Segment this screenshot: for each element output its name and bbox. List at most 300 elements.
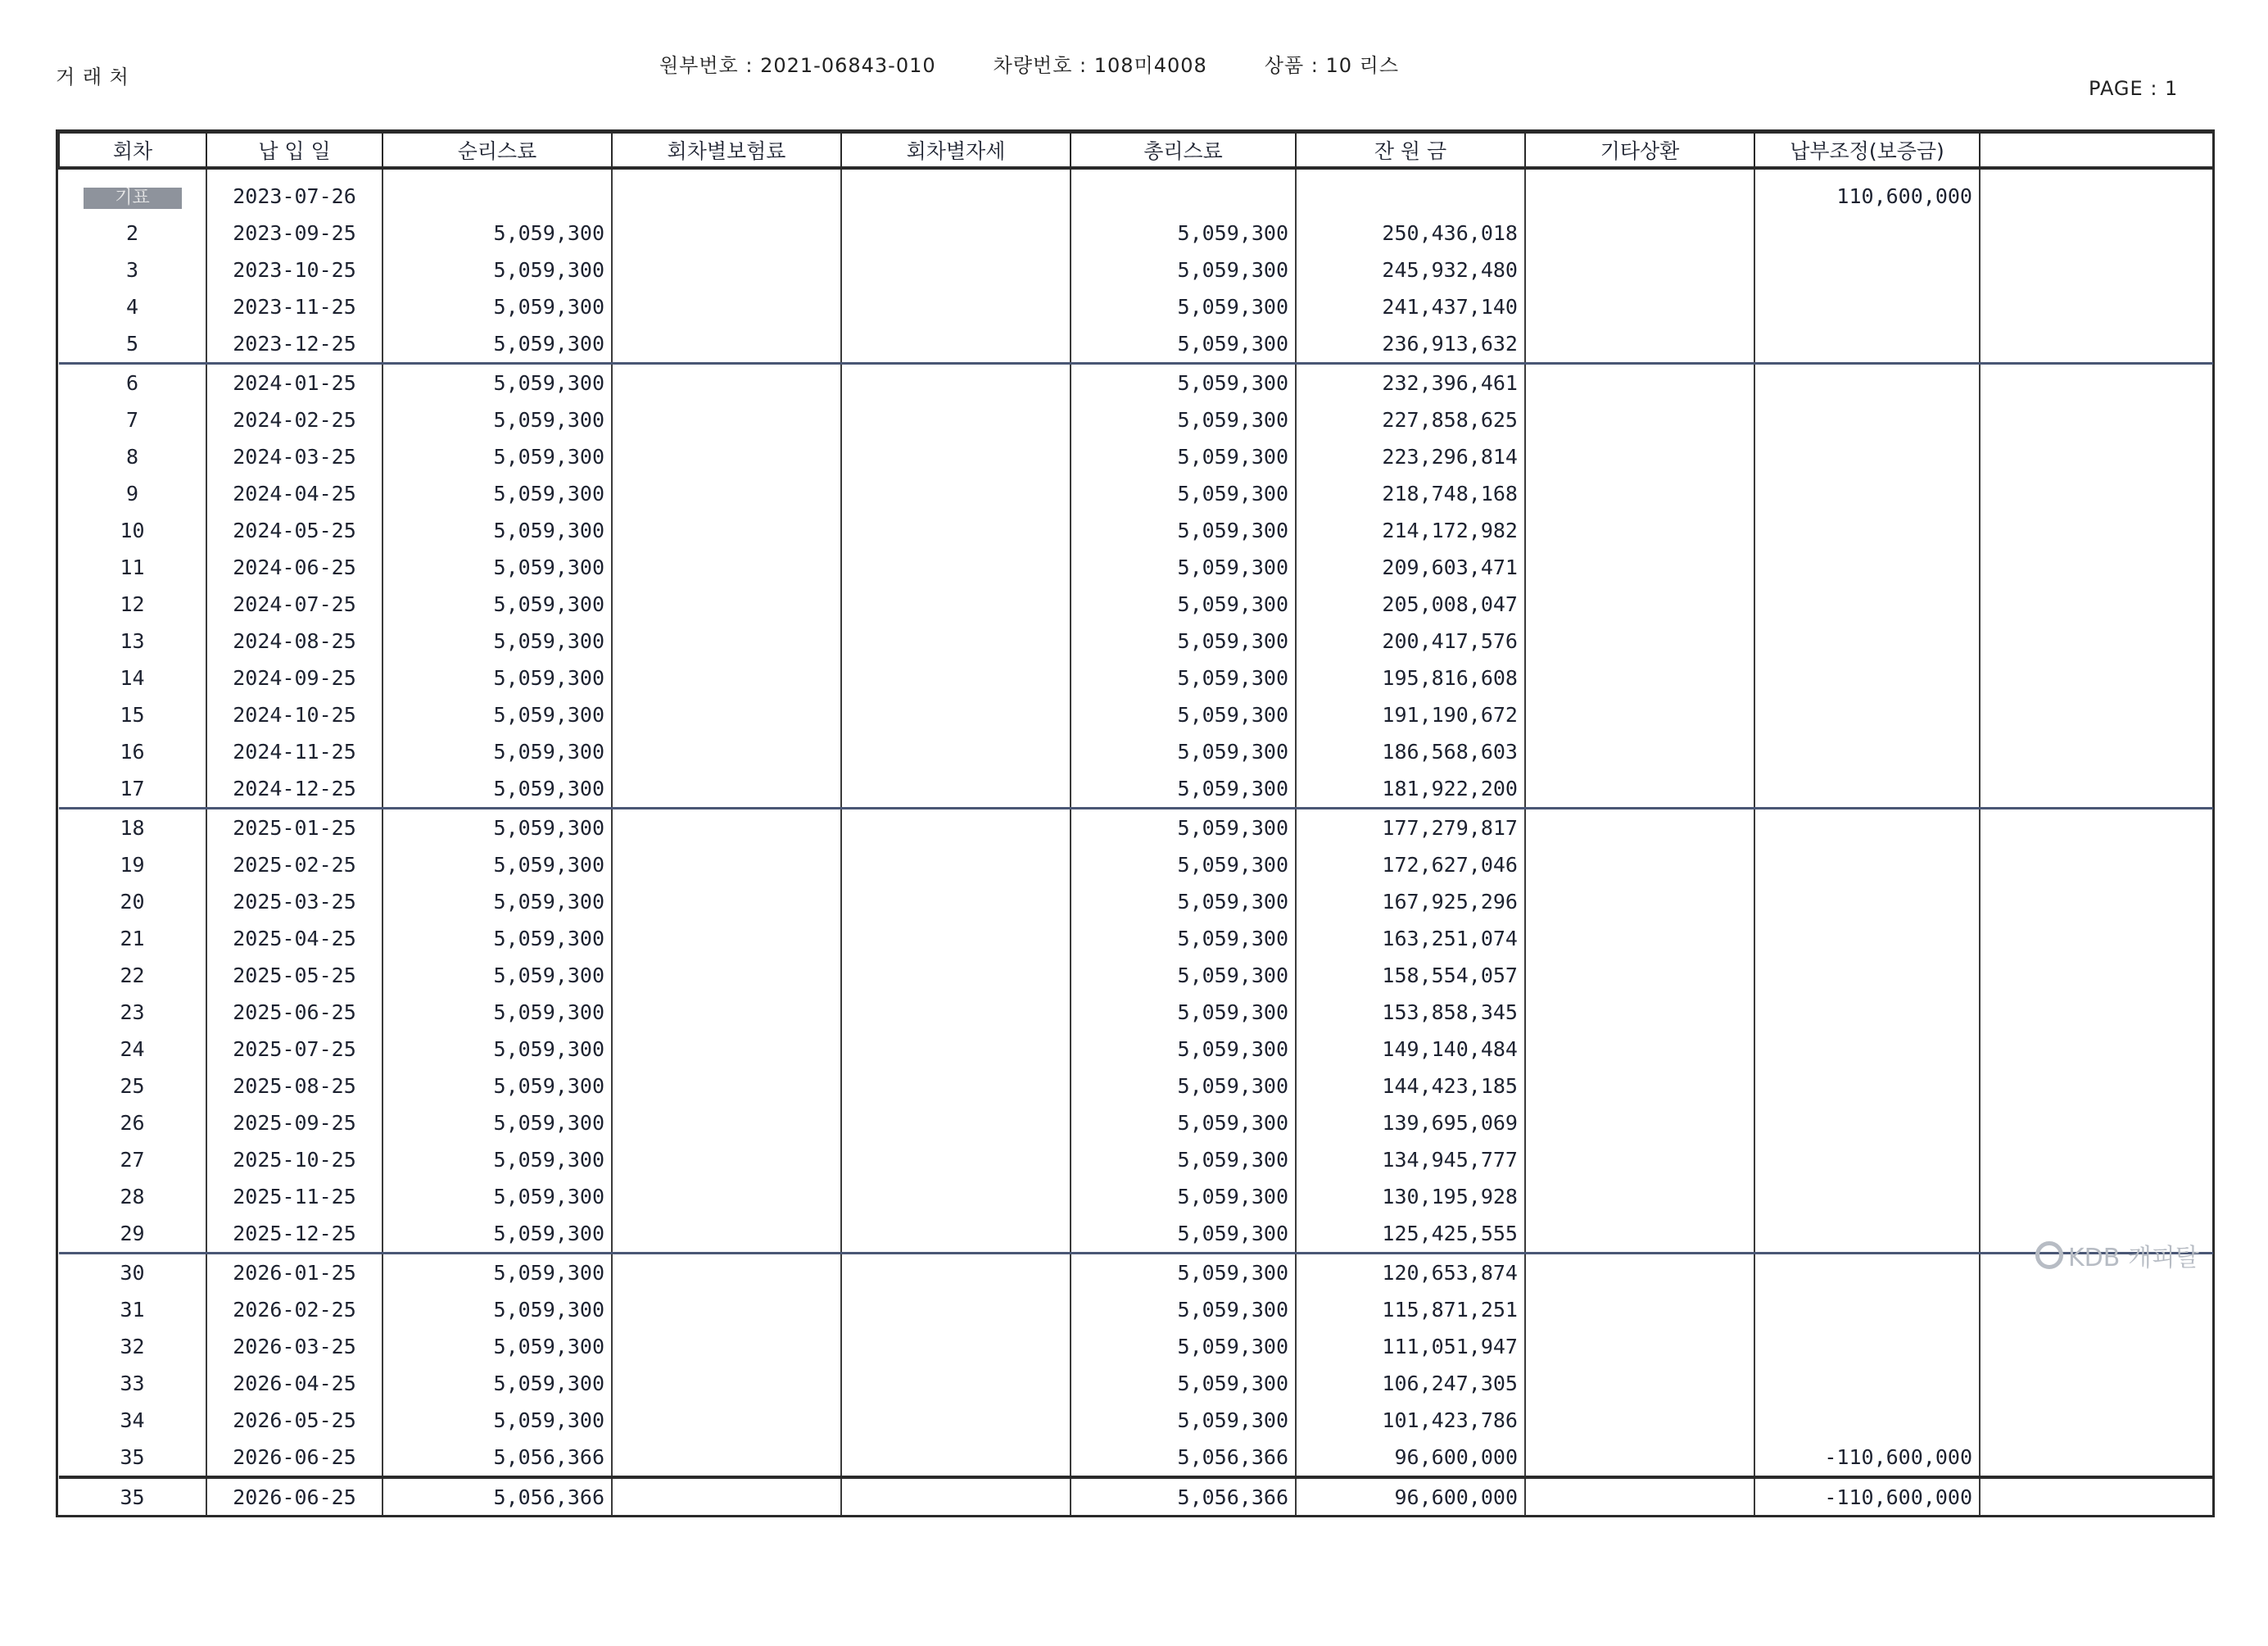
cell-tax — [841, 325, 1071, 364]
cell-insurance — [612, 252, 841, 288]
cell-net-lease: 5,059,300 — [383, 1328, 612, 1365]
column-header: 납 입 일 — [206, 133, 383, 168]
cell-date: 2025-01-25 — [206, 809, 383, 847]
cell-date: 2024-06-25 — [206, 549, 383, 586]
table-row — [59, 1365, 2213, 1402]
cell-adjust — [1754, 696, 1980, 733]
cell-total-lease: 5,059,300 — [1071, 1291, 1296, 1328]
cell-insurance — [612, 809, 841, 847]
cell-other — [1525, 957, 1754, 994]
cell-other — [1525, 1439, 1754, 1477]
cell-total-lease: 5,059,300 — [1071, 1068, 1296, 1104]
cell-insurance — [612, 1031, 841, 1068]
table-row — [59, 1141, 2213, 1178]
cell-total-lease: 5,059,300 — [1071, 438, 1296, 475]
cell-seq: 6 — [125, 371, 139, 395]
cell-blank — [1980, 883, 2213, 920]
cell-balance: 223,296,814 — [1296, 438, 1525, 475]
cell-insurance — [612, 920, 841, 957]
cell-adjust — [1754, 920, 1980, 957]
cell-net-lease: 5,059,300 — [383, 809, 612, 847]
cell-other — [1525, 1365, 1754, 1402]
cell-insurance — [612, 438, 841, 475]
product-type: 상품 : 10 리스 — [1264, 54, 1400, 77]
cell-adjust — [1754, 1141, 1980, 1178]
cell-adjust — [1754, 1215, 1980, 1254]
table-row — [59, 623, 2213, 660]
cell-net-lease: 5,059,300 — [383, 252, 612, 288]
cell-other — [1525, 168, 1754, 215]
cell-total-lease — [1071, 168, 1296, 215]
lease-schedule-table — [58, 132, 2214, 1515]
cell-date: 2024-07-25 — [206, 586, 383, 623]
table-row — [59, 475, 2213, 512]
cell-balance: 214,172,982 — [1296, 512, 1525, 549]
table-row — [59, 957, 2213, 994]
cell-date: 2025-11-25 — [206, 1178, 383, 1215]
cell-seq: 7 — [125, 408, 139, 432]
cell-balance: 158,554,057 — [1296, 957, 1525, 994]
cell-insurance — [612, 846, 841, 883]
cell-insurance — [612, 549, 841, 586]
cell-net-lease: 5,059,300 — [383, 475, 612, 512]
cell-balance: 195,816,608 — [1296, 660, 1525, 696]
cell-net-lease: 5,059,300 — [383, 883, 612, 920]
cell-adjust — [1754, 1291, 1980, 1328]
cell-date: 2025-03-25 — [206, 883, 383, 920]
table-row — [59, 168, 2213, 215]
cell-balance: 241,437,140 — [1296, 288, 1525, 325]
cell-adjust — [1754, 586, 1980, 623]
cell-adjust — [1754, 1254, 1980, 1292]
cell-adjust: 110,600,000 — [1754, 168, 1980, 215]
table-row — [59, 401, 2213, 438]
cell-date: 2026-05-25 — [206, 1402, 383, 1439]
cell-tax — [841, 1104, 1071, 1141]
cell-total-lease: 5,059,300 — [1071, 1402, 1296, 1439]
cell-adjust — [1754, 733, 1980, 770]
cell-seq: 25 — [120, 1074, 145, 1098]
cell-balance: 144,423,185 — [1296, 1068, 1525, 1104]
cell-blank — [1980, 994, 2213, 1031]
cell-total-lease: 5,059,300 — [1071, 1104, 1296, 1141]
cell-adjust — [1754, 1031, 1980, 1068]
watermark-text: KDB 캐피탈 — [2068, 1244, 2199, 1272]
cell-other — [1525, 512, 1754, 549]
cell-balance: 205,008,047 — [1296, 586, 1525, 623]
column-header: 회차별보험료 — [612, 133, 841, 168]
table-body — [59, 168, 2213, 1515]
cell-tax — [841, 215, 1071, 252]
cell-net-lease: 5,059,300 — [383, 1215, 612, 1254]
cell-net-lease: 5,059,300 — [383, 1178, 612, 1215]
cell-other — [1525, 846, 1754, 883]
cell-tax — [841, 364, 1071, 402]
cell-adjust — [1754, 809, 1980, 847]
cell-net-lease: 5,059,300 — [383, 920, 612, 957]
cell-insurance — [612, 623, 841, 660]
cell-other — [1525, 770, 1754, 809]
cell-insurance — [612, 288, 841, 325]
cell-tax — [841, 957, 1071, 994]
cell-tax — [841, 883, 1071, 920]
cell-net-lease: 5,059,300 — [383, 325, 612, 364]
cell-balance: 245,932,480 — [1296, 252, 1525, 288]
cell-tax — [841, 1178, 1071, 1215]
cell-total-lease: 5,059,300 — [1071, 883, 1296, 920]
cell-adjust — [1754, 1068, 1980, 1104]
cell-date: 2023-07-26 — [206, 168, 383, 215]
table-row — [59, 883, 2213, 920]
cell-insurance — [612, 660, 841, 696]
cell-seq: 9 — [125, 482, 139, 506]
cell-net-lease: 5,059,300 — [383, 512, 612, 549]
cell-net-lease: 5,059,300 — [383, 401, 612, 438]
cell-balance: 218,748,168 — [1296, 475, 1525, 512]
cell-net-lease: 5,056,366 — [383, 1439, 612, 1477]
cell-date: 2024-04-25 — [206, 475, 383, 512]
cell-balance: 181,922,200 — [1296, 770, 1525, 809]
cell-adjust — [1754, 512, 1980, 549]
cell-total-lease: 5,059,300 — [1071, 696, 1296, 733]
cell-total-lease: 5,056,366 — [1071, 1477, 1296, 1515]
cell-date: 2025-06-25 — [206, 994, 383, 1031]
cell-date: 2024-09-25 — [206, 660, 383, 696]
cell-net-lease: 5,059,300 — [383, 1031, 612, 1068]
cell-date: 2025-10-25 — [206, 1141, 383, 1178]
cell-tax — [841, 623, 1071, 660]
cell-blank — [1980, 623, 2213, 660]
cell-net-lease: 5,059,300 — [383, 1068, 612, 1104]
cell-seq: 17 — [59, 770, 206, 809]
cell-insurance — [612, 364, 841, 402]
cell-tax — [841, 846, 1071, 883]
cell-total-lease: 5,059,300 — [1071, 512, 1296, 549]
table-row — [59, 252, 2213, 288]
cell-date: 2025-09-25 — [206, 1104, 383, 1141]
cell-tax — [841, 809, 1071, 847]
cell-net-lease: 5,059,300 — [383, 660, 612, 696]
cell-insurance — [612, 586, 841, 623]
cell-blank — [1980, 586, 2213, 623]
cell-insurance — [612, 1365, 841, 1402]
cell-balance: 149,140,484 — [1296, 1031, 1525, 1068]
cell-seq: 4 — [125, 295, 139, 319]
cell-insurance — [612, 475, 841, 512]
cell-balance: 232,396,461 — [1296, 364, 1525, 402]
cell-date: 2025-07-25 — [206, 1031, 383, 1068]
cell-date: 2025-02-25 — [206, 846, 383, 883]
cell-total-lease: 5,059,300 — [1071, 1254, 1296, 1292]
cell-insurance — [612, 733, 841, 770]
cell-tax — [841, 1365, 1071, 1402]
cell-insurance — [612, 1068, 841, 1104]
cell-blank — [1980, 660, 2213, 696]
cell-blank — [1980, 809, 2213, 847]
cell-total-lease: 5,059,300 — [1071, 1031, 1296, 1068]
cell-blank — [1980, 215, 2213, 252]
cell-seq: 11 — [120, 555, 145, 579]
cell-total-lease: 5,059,300 — [1071, 549, 1296, 586]
cell-adjust — [1754, 1402, 1980, 1439]
cell-adjust — [1754, 957, 1980, 994]
cell-other — [1525, 809, 1754, 847]
cell-tax — [841, 401, 1071, 438]
cell-net-lease: 5,059,300 — [383, 696, 612, 733]
table-row — [59, 1254, 2213, 1292]
cell-net-lease: 5,059,300 — [383, 1402, 612, 1439]
cell-balance: 115,871,251 — [1296, 1291, 1525, 1328]
cell-adjust — [1754, 1104, 1980, 1141]
cell-seq: 24 — [120, 1037, 145, 1061]
cell-net-lease: 5,059,300 — [383, 438, 612, 475]
cell-balance: 177,279,817 — [1296, 809, 1525, 847]
cell-seq: 35 — [59, 1477, 206, 1515]
table-row — [59, 733, 2213, 770]
cell-date: 2024-05-25 — [206, 512, 383, 549]
cell-seq: 18 — [120, 816, 145, 840]
table-row — [59, 809, 2213, 847]
table-header-row — [59, 133, 2213, 168]
cell-date: 2023-09-25 — [206, 215, 383, 252]
cell-total-lease: 5,059,300 — [1071, 1215, 1296, 1254]
cell-other — [1525, 1068, 1754, 1104]
cell-blank — [1980, 770, 2213, 809]
column-header: 순리스료 — [383, 133, 612, 168]
cell-adjust — [1754, 623, 1980, 660]
cell-date: 2025-05-25 — [206, 957, 383, 994]
cell-balance: 236,913,632 — [1296, 325, 1525, 364]
cell-adjust — [1754, 288, 1980, 325]
cell-total-lease: 5,056,366 — [1071, 1439, 1296, 1477]
cell-tax — [841, 1439, 1071, 1477]
cell-seq: 2 — [125, 221, 139, 245]
cell-adjust — [1754, 883, 1980, 920]
cell-blank — [1980, 325, 2213, 364]
cell-seq: 20 — [120, 890, 145, 914]
cell-tax — [841, 994, 1071, 1031]
cell-tax — [841, 512, 1071, 549]
cell-seq: 3 — [125, 258, 139, 282]
cell-net-lease: 5,059,300 — [383, 364, 612, 402]
kdb-logo-icon — [2035, 1241, 2063, 1269]
cell-blank — [1980, 1291, 2213, 1328]
cell-insurance — [612, 1328, 841, 1365]
cell-seq: 32 — [120, 1335, 145, 1358]
cell-date: 2024-11-25 — [206, 733, 383, 770]
cell-adjust — [1754, 215, 1980, 252]
cell-adjust — [1754, 770, 1980, 809]
cell-tax — [841, 733, 1071, 770]
cell-net-lease: 5,059,300 — [383, 770, 612, 809]
cell-insurance — [612, 1439, 841, 1477]
cell-insurance — [612, 1254, 841, 1292]
cell-other — [1525, 1402, 1754, 1439]
cell-adjust — [1754, 252, 1980, 288]
cell-tax — [841, 475, 1071, 512]
cell-tax — [841, 1254, 1071, 1292]
cell-total-lease: 5,059,300 — [1071, 660, 1296, 696]
cell-other — [1525, 549, 1754, 586]
cell-date: 2026-03-25 — [206, 1328, 383, 1365]
cell-seq: 22 — [120, 964, 145, 987]
cell-adjust — [1754, 475, 1980, 512]
cell-total-lease: 5,059,300 — [1071, 325, 1296, 364]
cell-blank — [1980, 1328, 2213, 1365]
cell-net-lease: 5,059,300 — [383, 586, 612, 623]
table-row — [59, 1068, 2213, 1104]
cell-net-lease — [383, 168, 612, 215]
column-header: 총리스료 — [1071, 133, 1296, 168]
cell-adjust — [1754, 846, 1980, 883]
cell-balance: 209,603,471 — [1296, 549, 1525, 586]
table-row — [59, 549, 2213, 586]
cell-other — [1525, 1328, 1754, 1365]
cell-seq: 26 — [120, 1111, 145, 1135]
cell-balance: 153,858,345 — [1296, 994, 1525, 1031]
cell-seq: 28 — [120, 1185, 145, 1208]
cell-seq: 23 — [120, 1000, 145, 1024]
cell-seq: 16 — [120, 740, 145, 764]
cell-total-lease: 5,059,300 — [1071, 475, 1296, 512]
cell-seq: 33 — [120, 1372, 145, 1395]
cell-balance: 139,695,069 — [1296, 1104, 1525, 1141]
cell-other — [1525, 215, 1754, 252]
cell-net-lease: 5,056,366 — [383, 1477, 612, 1515]
cell-insurance — [612, 1477, 841, 1515]
table-row — [59, 846, 2213, 883]
cell-balance: 172,627,046 — [1296, 846, 1525, 883]
cell-adjust: -110,600,000 — [1754, 1477, 1980, 1515]
cell-insurance — [612, 325, 841, 364]
cell-insurance — [612, 215, 841, 252]
cell-seq: 19 — [120, 853, 145, 877]
cell-tax — [841, 438, 1071, 475]
cell-insurance — [612, 1178, 841, 1215]
cell-other — [1525, 1141, 1754, 1178]
page-number: PAGE : 1 — [2089, 77, 2179, 100]
cell-total-lease: 5,059,300 — [1071, 733, 1296, 770]
cell-total-lease: 5,059,300 — [1071, 1328, 1296, 1365]
cell-balance: 227,858,625 — [1296, 401, 1525, 438]
cell-tax — [841, 1215, 1071, 1254]
cell-net-lease: 5,059,300 — [383, 846, 612, 883]
cell-tax — [841, 920, 1071, 957]
cell-net-lease: 5,059,300 — [383, 1291, 612, 1328]
cell-date: 2026-06-25 — [206, 1477, 383, 1515]
cell-date: 2025-12-25 — [206, 1215, 383, 1254]
cell-other — [1525, 994, 1754, 1031]
cell-insurance — [612, 1215, 841, 1254]
table-row — [59, 1439, 2213, 1477]
table-row — [59, 1291, 2213, 1328]
cell-net-lease: 5,059,300 — [383, 1365, 612, 1402]
cell-seq: 14 — [120, 666, 145, 690]
cell-total-lease: 5,059,300 — [1071, 623, 1296, 660]
cell-tax — [841, 1141, 1071, 1178]
cell-seq: 34 — [120, 1408, 145, 1432]
cell-total-lease: 5,059,300 — [1071, 1141, 1296, 1178]
vehicle-number: 차량번호 : 108미4008 — [993, 54, 1207, 77]
cell-blank — [1980, 288, 2213, 325]
cell-blank — [1980, 1068, 2213, 1104]
table-row — [59, 288, 2213, 325]
cell-adjust — [1754, 994, 1980, 1031]
table-row — [59, 1178, 2213, 1215]
cell-insurance — [612, 168, 841, 215]
cell-date: 2023-12-25 — [206, 325, 383, 364]
cell-tax — [841, 1477, 1071, 1515]
cell-balance: 101,423,786 — [1296, 1402, 1525, 1439]
cell-balance: 167,925,296 — [1296, 883, 1525, 920]
client-label: 거 래 처 — [56, 66, 129, 88]
table-row — [59, 215, 2213, 252]
table-row — [59, 325, 2213, 364]
cell-tax — [841, 660, 1071, 696]
cell-total-lease: 5,059,300 — [1071, 920, 1296, 957]
cell-seq: 30 — [120, 1261, 145, 1285]
cell-adjust — [1754, 1328, 1980, 1365]
cell-seq — [59, 168, 206, 215]
cell-date: 2025-08-25 — [206, 1068, 383, 1104]
cell-adjust — [1754, 1365, 1980, 1402]
table-row — [59, 512, 2213, 549]
cell-insurance — [612, 1141, 841, 1178]
cell-seq: 13 — [120, 629, 145, 653]
initial-entry-badge: 기표 — [84, 188, 182, 209]
cell-other — [1525, 1291, 1754, 1328]
cell-seq: 31 — [120, 1298, 145, 1322]
cell-other — [1525, 1178, 1754, 1215]
cell-date: 2025-04-25 — [206, 920, 383, 957]
cell-total-lease: 5,059,300 — [1071, 957, 1296, 994]
table-row — [59, 1031, 2213, 1068]
cell-seq: 29 — [59, 1215, 206, 1254]
cell-net-lease: 5,059,300 — [383, 623, 612, 660]
cell-other — [1525, 252, 1754, 288]
cell-balance: 163,251,074 — [1296, 920, 1525, 957]
cell-other — [1525, 883, 1754, 920]
cell-net-lease: 5,059,300 — [383, 957, 612, 994]
cell-seq: 5 — [59, 325, 206, 364]
cell-insurance — [612, 512, 841, 549]
cell-date: 2024-03-25 — [206, 438, 383, 475]
column-header: 회차별자세 — [841, 133, 1071, 168]
cell-other — [1525, 623, 1754, 660]
cell-net-lease: 5,059,300 — [383, 288, 612, 325]
cell-other — [1525, 401, 1754, 438]
document-meta — [659, 49, 1399, 78]
cell-other — [1525, 920, 1754, 957]
cell-blank — [1980, 846, 2213, 883]
cell-blank — [1980, 1031, 2213, 1068]
cell-other — [1525, 660, 1754, 696]
cell-other — [1525, 1215, 1754, 1254]
cell-balance: 186,568,603 — [1296, 733, 1525, 770]
cell-blank — [1980, 438, 2213, 475]
cell-blank — [1980, 512, 2213, 549]
cell-other — [1525, 696, 1754, 733]
cell-insurance — [612, 883, 841, 920]
cell-tax — [841, 549, 1071, 586]
cell-tax — [841, 1328, 1071, 1365]
cell-other — [1525, 733, 1754, 770]
cell-balance: 106,247,305 — [1296, 1365, 1525, 1402]
ledger-number: 원부번호 : 2021-06843-010 — [659, 54, 936, 77]
cell-blank — [1980, 696, 2213, 733]
table-row — [59, 1328, 2213, 1365]
cell-total-lease: 5,059,300 — [1071, 809, 1296, 847]
